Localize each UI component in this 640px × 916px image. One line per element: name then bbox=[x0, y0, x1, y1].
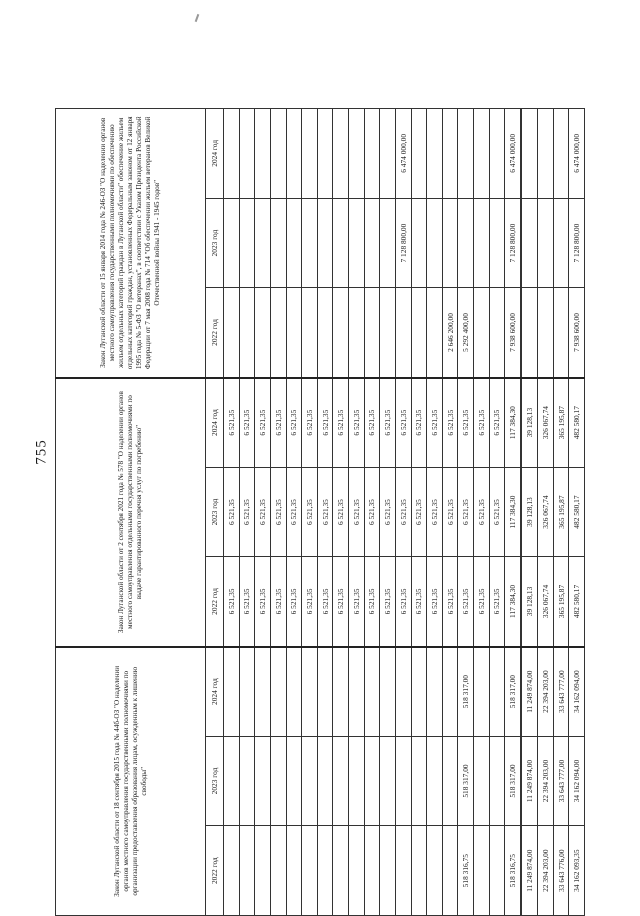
table-cell: 6 521,35 bbox=[302, 467, 318, 557]
table-cell bbox=[522, 288, 538, 378]
table-cell bbox=[255, 736, 271, 826]
table-cell bbox=[333, 109, 349, 199]
table-row bbox=[538, 109, 554, 916]
table-cell bbox=[380, 826, 396, 916]
table-row bbox=[317, 109, 333, 916]
table-cell bbox=[538, 109, 554, 199]
table-row bbox=[553, 109, 569, 916]
table-cell bbox=[411, 647, 427, 737]
table-cell: 6 521,35 bbox=[411, 557, 427, 647]
table-cell: 518 316,75 bbox=[458, 826, 474, 916]
table-cell bbox=[270, 647, 286, 737]
table-cell: 6 521,35 bbox=[474, 467, 490, 557]
table-cell bbox=[427, 198, 443, 288]
table-row bbox=[364, 109, 380, 916]
table-cell: 117 384,30 bbox=[505, 378, 521, 468]
table-cell: 6 474 000,00 bbox=[395, 109, 411, 199]
table-cell: 11 249 874,00 bbox=[522, 826, 538, 916]
table-cell bbox=[270, 288, 286, 378]
table-cell bbox=[474, 826, 490, 916]
table-cell: 518 316,75 bbox=[505, 826, 521, 916]
table-cell bbox=[270, 198, 286, 288]
table-cell bbox=[442, 826, 458, 916]
table-cell: 6 521,35 bbox=[458, 467, 474, 557]
table-cell bbox=[224, 198, 240, 288]
table-cell: 6 521,35 bbox=[224, 467, 240, 557]
table-cell: 6 521,35 bbox=[302, 378, 318, 468]
rotated-table-wrapper bbox=[55, 108, 585, 916]
table-cell bbox=[427, 826, 443, 916]
table-cell: 6 521,35 bbox=[458, 557, 474, 647]
table-cell bbox=[395, 288, 411, 378]
table-cell: 6 521,35 bbox=[255, 557, 271, 647]
law-header-2: Закон Луганской области от 2 сентября 2021 года № 578 "О наделении органов местного самоуправления отдельными государственными полномочиями по выдаче гарантированного перечня услуг по погребению" bbox=[56, 378, 206, 647]
table-row bbox=[522, 109, 538, 916]
table-cell: 6 521,35 bbox=[474, 557, 490, 647]
year-header: 2022 год bbox=[206, 557, 224, 647]
table-cell: 6 521,35 bbox=[458, 378, 474, 468]
table-row bbox=[411, 109, 427, 916]
table-cell bbox=[302, 826, 318, 916]
table-cell bbox=[333, 288, 349, 378]
table-cell: 6 521,35 bbox=[317, 378, 333, 468]
table-row bbox=[380, 109, 396, 916]
table-cell: 2 646 200,00 bbox=[442, 288, 458, 378]
table-cell: 6 521,35 bbox=[427, 378, 443, 468]
table-cell: 33 643 777,00 bbox=[553, 736, 569, 826]
table-cell bbox=[255, 826, 271, 916]
table-cell bbox=[239, 288, 255, 378]
table-cell: 518 317,00 bbox=[458, 736, 474, 826]
table-cell: 5 292 400,00 bbox=[458, 288, 474, 378]
table-cell: 6 521,35 bbox=[364, 467, 380, 557]
table-row bbox=[427, 109, 443, 916]
table-cell bbox=[333, 198, 349, 288]
table-cell bbox=[224, 109, 240, 199]
table-cell: 6 521,35 bbox=[474, 378, 490, 468]
table-cell bbox=[286, 826, 302, 916]
table-cell: 11 249 874,00 bbox=[522, 647, 538, 737]
table-cell: 6 521,35 bbox=[333, 378, 349, 468]
table-cell bbox=[380, 647, 396, 737]
table-cell bbox=[239, 109, 255, 199]
table-cell bbox=[522, 198, 538, 288]
table-cell bbox=[442, 198, 458, 288]
table-cell: 6 521,35 bbox=[317, 467, 333, 557]
table-cell bbox=[538, 198, 554, 288]
table-cell: 482 580,17 bbox=[569, 378, 585, 468]
table-cell bbox=[349, 736, 365, 826]
table-cell: 6 521,35 bbox=[239, 378, 255, 468]
table-cell: 6 521,35 bbox=[380, 557, 396, 647]
table-cell: 34 162 094,00 bbox=[569, 647, 585, 737]
table-cell: 11 249 874,00 bbox=[522, 736, 538, 826]
table-cell bbox=[458, 198, 474, 288]
table-cell bbox=[489, 736, 505, 826]
table-cell: 365 195,87 bbox=[553, 378, 569, 468]
table-cell bbox=[349, 198, 365, 288]
table-cell: 6 521,35 bbox=[411, 467, 427, 557]
table-cell bbox=[333, 736, 349, 826]
table-cell bbox=[442, 647, 458, 737]
table-cell bbox=[489, 109, 505, 199]
year-header: 2023 год bbox=[206, 467, 224, 557]
table-cell bbox=[302, 288, 318, 378]
table-cell: 22 394 203,00 bbox=[538, 826, 554, 916]
table-cell bbox=[302, 736, 318, 826]
year-header: 2024 год bbox=[206, 378, 224, 468]
table-cell bbox=[427, 647, 443, 737]
table-cell bbox=[427, 288, 443, 378]
table-cell: 6 521,35 bbox=[270, 557, 286, 647]
table-cell: 6 521,35 bbox=[364, 557, 380, 647]
table-cell: 6 521,35 bbox=[333, 467, 349, 557]
table-cell: 7 128 800,00 bbox=[569, 198, 585, 288]
table-cell: 518 317,00 bbox=[458, 647, 474, 737]
table-cell: 6 521,35 bbox=[380, 467, 396, 557]
table-cell bbox=[442, 109, 458, 199]
table-cell: 326 067,74 bbox=[538, 467, 554, 557]
table-cell: 6 521,35 bbox=[489, 467, 505, 557]
table-cell: 6 521,35 bbox=[317, 557, 333, 647]
table-cell bbox=[239, 736, 255, 826]
year-header: 2022 год bbox=[206, 826, 224, 916]
table-cell: 117 384,30 bbox=[505, 467, 521, 557]
table-cell: 326 067,74 bbox=[538, 378, 554, 468]
table-cell: 6 521,35 bbox=[442, 378, 458, 468]
table-cell bbox=[270, 736, 286, 826]
table-cell: 7 938 600,00 bbox=[505, 288, 521, 378]
table-cell: 6 521,35 bbox=[286, 467, 302, 557]
table-cell bbox=[522, 109, 538, 199]
table-row bbox=[302, 109, 318, 916]
table-cell bbox=[411, 109, 427, 199]
table-cell bbox=[427, 109, 443, 199]
table-cell bbox=[474, 288, 490, 378]
table-cell bbox=[553, 198, 569, 288]
table-cell bbox=[364, 198, 380, 288]
table-cell bbox=[239, 198, 255, 288]
table-cell bbox=[255, 198, 271, 288]
table-cell bbox=[317, 109, 333, 199]
table-cell bbox=[270, 109, 286, 199]
table-cell bbox=[286, 198, 302, 288]
table-cell bbox=[317, 198, 333, 288]
table-cell: 39 128,13 bbox=[522, 467, 538, 557]
table-body bbox=[224, 109, 585, 916]
table-cell bbox=[364, 826, 380, 916]
table-cell bbox=[380, 736, 396, 826]
year-header: 2023 год bbox=[206, 198, 224, 288]
table-cell bbox=[411, 736, 427, 826]
page-number: 755 bbox=[33, 439, 50, 465]
table-cell bbox=[364, 288, 380, 378]
table-row bbox=[224, 109, 240, 916]
table-cell bbox=[553, 109, 569, 199]
table-cell bbox=[270, 826, 286, 916]
table-cell: 6 521,35 bbox=[395, 557, 411, 647]
table-cell bbox=[286, 288, 302, 378]
table-row bbox=[569, 109, 585, 916]
law-header-1: Закон Луганской области от 18 сентября 2015 года № 44б-ОЗ "О наделении органов местного самоуправления государственными полномочиями по организации предоставления образования лицам, осужденным к лишению свободы" bbox=[56, 647, 206, 916]
table-cell bbox=[474, 109, 490, 199]
table-cell bbox=[317, 736, 333, 826]
table-row bbox=[286, 109, 302, 916]
table-cell: 6 521,35 bbox=[395, 378, 411, 468]
table-cell bbox=[349, 109, 365, 199]
table-cell: 6 521,35 bbox=[489, 378, 505, 468]
year-header: 2022 год bbox=[206, 288, 224, 378]
year-header: 2024 год bbox=[206, 647, 224, 737]
table-cell: 6 521,35 bbox=[224, 378, 240, 468]
table-row bbox=[349, 109, 365, 916]
table-cell bbox=[411, 288, 427, 378]
table-row bbox=[255, 109, 271, 916]
table-cell bbox=[474, 198, 490, 288]
table-cell bbox=[380, 288, 396, 378]
table-cell: 6 521,35 bbox=[239, 557, 255, 647]
table-cell bbox=[364, 109, 380, 199]
table-cell bbox=[474, 647, 490, 737]
table-cell: 6 521,35 bbox=[239, 467, 255, 557]
table-cell bbox=[489, 826, 505, 916]
budget-table bbox=[55, 108, 585, 916]
table-cell: 518 317,00 bbox=[505, 736, 521, 826]
table-cell bbox=[395, 736, 411, 826]
table-cell: 6 521,35 bbox=[302, 557, 318, 647]
table-cell bbox=[364, 647, 380, 737]
table-cell: 6 521,35 bbox=[380, 378, 396, 468]
table-cell bbox=[411, 826, 427, 916]
table-cell: 6 521,35 bbox=[364, 378, 380, 468]
ink-mark bbox=[195, 14, 200, 22]
table-cell: 7 938 600,00 bbox=[569, 288, 585, 378]
table-cell: 33 643 777,00 bbox=[553, 647, 569, 737]
table-cell: 34 162 094,00 bbox=[569, 736, 585, 826]
table-cell bbox=[395, 647, 411, 737]
table-cell bbox=[395, 826, 411, 916]
table-cell: 6 474 000,00 bbox=[505, 109, 521, 199]
table-cell: 482 580,17 bbox=[569, 467, 585, 557]
table-cell bbox=[302, 198, 318, 288]
table-cell: 482 580,17 bbox=[569, 557, 585, 647]
table-cell bbox=[333, 647, 349, 737]
table-cell: 33 643 776,00 bbox=[553, 826, 569, 916]
table-cell: 6 521,35 bbox=[395, 467, 411, 557]
table-cell: 365 195,87 bbox=[553, 557, 569, 647]
table-cell: 326 067,74 bbox=[538, 557, 554, 647]
table-cell: 6 521,35 bbox=[411, 378, 427, 468]
table-row bbox=[474, 109, 490, 916]
table-cell bbox=[224, 288, 240, 378]
table-cell bbox=[538, 288, 554, 378]
table-cell: 6 521,35 bbox=[255, 467, 271, 557]
table-cell bbox=[333, 826, 349, 916]
table-cell bbox=[411, 198, 427, 288]
table-cell: 6 521,35 bbox=[270, 467, 286, 557]
table-cell bbox=[442, 736, 458, 826]
table-cell bbox=[489, 647, 505, 737]
table-cell bbox=[553, 288, 569, 378]
table-cell: 7 128 800,00 bbox=[505, 198, 521, 288]
year-header: 2024 год bbox=[206, 109, 224, 199]
table-cell bbox=[380, 109, 396, 199]
table-cell bbox=[255, 647, 271, 737]
table-cell: 6 521,35 bbox=[255, 378, 271, 468]
table-cell: 6 521,35 bbox=[349, 467, 365, 557]
table-cell bbox=[349, 288, 365, 378]
table-cell: 6 521,35 bbox=[224, 557, 240, 647]
table-cell: 117 384,30 bbox=[505, 557, 521, 647]
table-cell: 22 394 203,00 bbox=[538, 647, 554, 737]
law-header-3: Закон Луганской области от 15 января 2014 года № 246-ОЗ "О наделении органов местного самоуправления государственными полномочиями по обеспечению жильем отдельных категорий граждан в Луганской области" обеспечение жильем отдельных категорий граждан, установленных Федеральным законом от 12 января 1995 года № 5-ФЗ "О ветеранах", в соответствии с Указом Президента Российской Федерации от 7 мая 2008 года № 714 "Об обеспечении жильем ветеранов Великой Отечественной войны 1941 - 1945 годов" bbox=[56, 109, 206, 378]
table-cell bbox=[489, 198, 505, 288]
table-cell bbox=[286, 109, 302, 199]
table-cell: 39 128,13 bbox=[522, 557, 538, 647]
table-cell bbox=[317, 826, 333, 916]
table-cell bbox=[255, 109, 271, 199]
year-header: 2023 год bbox=[206, 736, 224, 826]
table-cell: 6 521,35 bbox=[349, 557, 365, 647]
table-cell: 39 128,13 bbox=[522, 378, 538, 468]
table-cell: 34 162 093,35 bbox=[569, 826, 585, 916]
table-cell: 6 521,35 bbox=[286, 378, 302, 468]
table-cell: 22 394 203,00 bbox=[538, 736, 554, 826]
table-cell: 6 521,35 bbox=[349, 378, 365, 468]
table-cell bbox=[458, 109, 474, 199]
table-cell: 6 521,35 bbox=[442, 557, 458, 647]
table-cell bbox=[302, 109, 318, 199]
table-cell bbox=[239, 826, 255, 916]
table-cell bbox=[286, 736, 302, 826]
table-row bbox=[505, 109, 521, 916]
table-cell bbox=[317, 647, 333, 737]
table-cell: 6 521,35 bbox=[333, 557, 349, 647]
table-row bbox=[395, 109, 411, 916]
table-cell: 6 521,35 bbox=[270, 378, 286, 468]
table-cell: 6 521,35 bbox=[427, 467, 443, 557]
table-cell bbox=[349, 826, 365, 916]
table-cell: 518 317,00 bbox=[505, 647, 521, 737]
table-cell bbox=[427, 736, 443, 826]
table-cell: 6 521,35 bbox=[286, 557, 302, 647]
table-cell: 365 195,87 bbox=[553, 467, 569, 557]
table-row bbox=[458, 109, 474, 916]
table-cell bbox=[224, 647, 240, 737]
table-row bbox=[442, 109, 458, 916]
table-cell bbox=[302, 647, 318, 737]
table-cell bbox=[489, 288, 505, 378]
table-row bbox=[270, 109, 286, 916]
table-cell: 6 521,35 bbox=[442, 467, 458, 557]
table-cell: 6 521,35 bbox=[427, 557, 443, 647]
table-cell bbox=[239, 647, 255, 737]
table-cell bbox=[364, 736, 380, 826]
table-row bbox=[333, 109, 349, 916]
table-cell: 7 128 800,00 bbox=[395, 198, 411, 288]
table-cell: 6 521,35 bbox=[489, 557, 505, 647]
table-cell bbox=[224, 826, 240, 916]
table-cell bbox=[255, 288, 271, 378]
table-cell bbox=[349, 647, 365, 737]
table-cell bbox=[224, 736, 240, 826]
table-row bbox=[239, 109, 255, 916]
table-cell bbox=[380, 198, 396, 288]
table-cell: 6 474 000,00 bbox=[569, 109, 585, 199]
table-cell bbox=[474, 736, 490, 826]
table-row bbox=[489, 109, 505, 916]
table-cell bbox=[317, 288, 333, 378]
table-cell bbox=[286, 647, 302, 737]
